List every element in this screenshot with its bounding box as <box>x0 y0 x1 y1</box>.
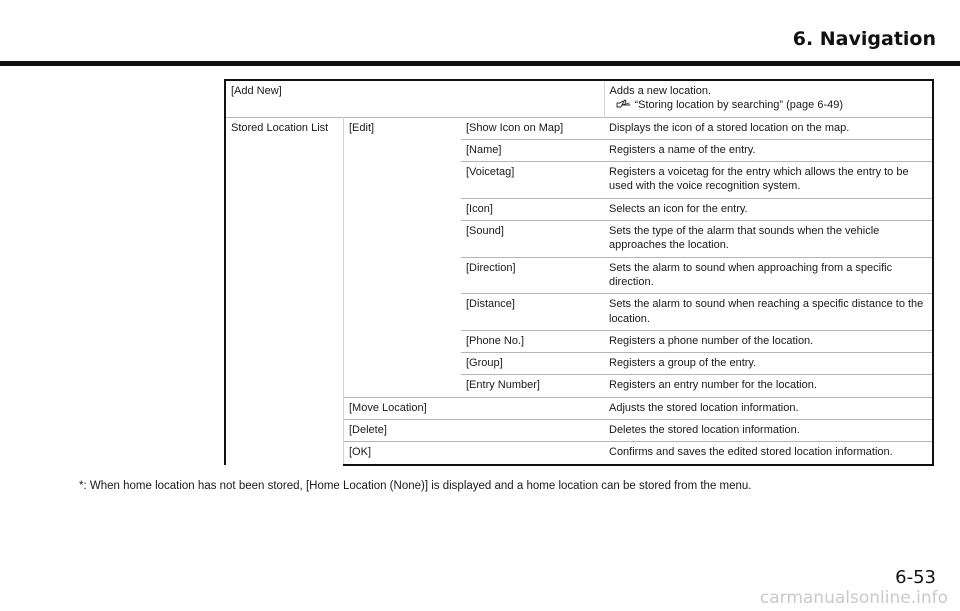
stored-location-list-label: Stored Location List <box>225 117 344 465</box>
page-number: 6-53 <box>895 567 936 588</box>
edit-item-label: [Name] <box>461 139 604 161</box>
option-label: [Delete] <box>344 420 605 442</box>
edit-item-description: Registers a voicetag for the entry which allows the entry to be used with the voice recognition system. <box>604 162 933 199</box>
edit-item-label: [Phone No.] <box>461 330 604 352</box>
option-label: [Move Location] <box>344 397 605 419</box>
footnote: *: When home location has not been stored, [Home Location (None)] is displayed and a home location can be stored from the menu. <box>79 480 752 492</box>
edit-item-label: [Entry Number] <box>461 375 604 397</box>
page-reference-text: “Storing location by searching” (page 6-49) <box>634 99 844 112</box>
table-row <box>225 80 933 117</box>
page-header-title: 6. Navigation <box>792 28 936 50</box>
edit-item-description: Selects an icon for the entry. <box>604 198 933 220</box>
add-new-description <box>604 80 933 117</box>
watermark: carmanualsonline.info <box>759 588 948 608</box>
navigation-menu-table <box>224 79 934 466</box>
edit-item-label: [Distance] <box>461 294 604 331</box>
option-description: Adjusts the stored location information. <box>604 397 933 419</box>
edit-item-description: Sets the type of the alarm that sounds when the vehicle approaches the location. <box>604 221 933 258</box>
option-description: Confirms and saves the edited stored location information. <box>604 442 933 465</box>
edit-item-description: Registers a phone number of the location. <box>604 330 933 352</box>
table-row <box>225 117 933 139</box>
add-new-label: [Add New] <box>225 80 604 117</box>
option-label: [OK] <box>344 442 605 465</box>
edit-item-label: [Direction] <box>461 257 604 294</box>
option-description: Deletes the stored location information. <box>604 420 933 442</box>
pointing-hand-icon <box>616 98 632 109</box>
edit-item-label: [Icon] <box>461 198 604 220</box>
edit-item-description: Sets the alarm to sound when approaching from a specific direction. <box>604 257 933 294</box>
edit-item-label: [Group] <box>461 353 604 375</box>
edit-item-description: Registers a group of the entry. <box>604 353 933 375</box>
edit-item-label: [Sound] <box>461 221 604 258</box>
page-reference[interactable] <box>610 98 929 112</box>
add-new-desc-text: Adds a new location. <box>609 85 712 97</box>
edit-item-description: Sets the alarm to sound when reaching a specific distance to the location. <box>604 294 933 331</box>
edit-item-label: [Voicetag] <box>461 162 604 199</box>
edit-item-description: Displays the icon of a stored location on the map. <box>604 117 933 139</box>
header-rule <box>0 61 960 66</box>
edit-item-description: Registers an entry number for the location. <box>604 375 933 397</box>
edit-item-label: [Show Icon on Map] <box>461 117 604 139</box>
edit-item-description: Registers a name of the entry. <box>604 139 933 161</box>
edit-label: [Edit] <box>344 117 462 397</box>
